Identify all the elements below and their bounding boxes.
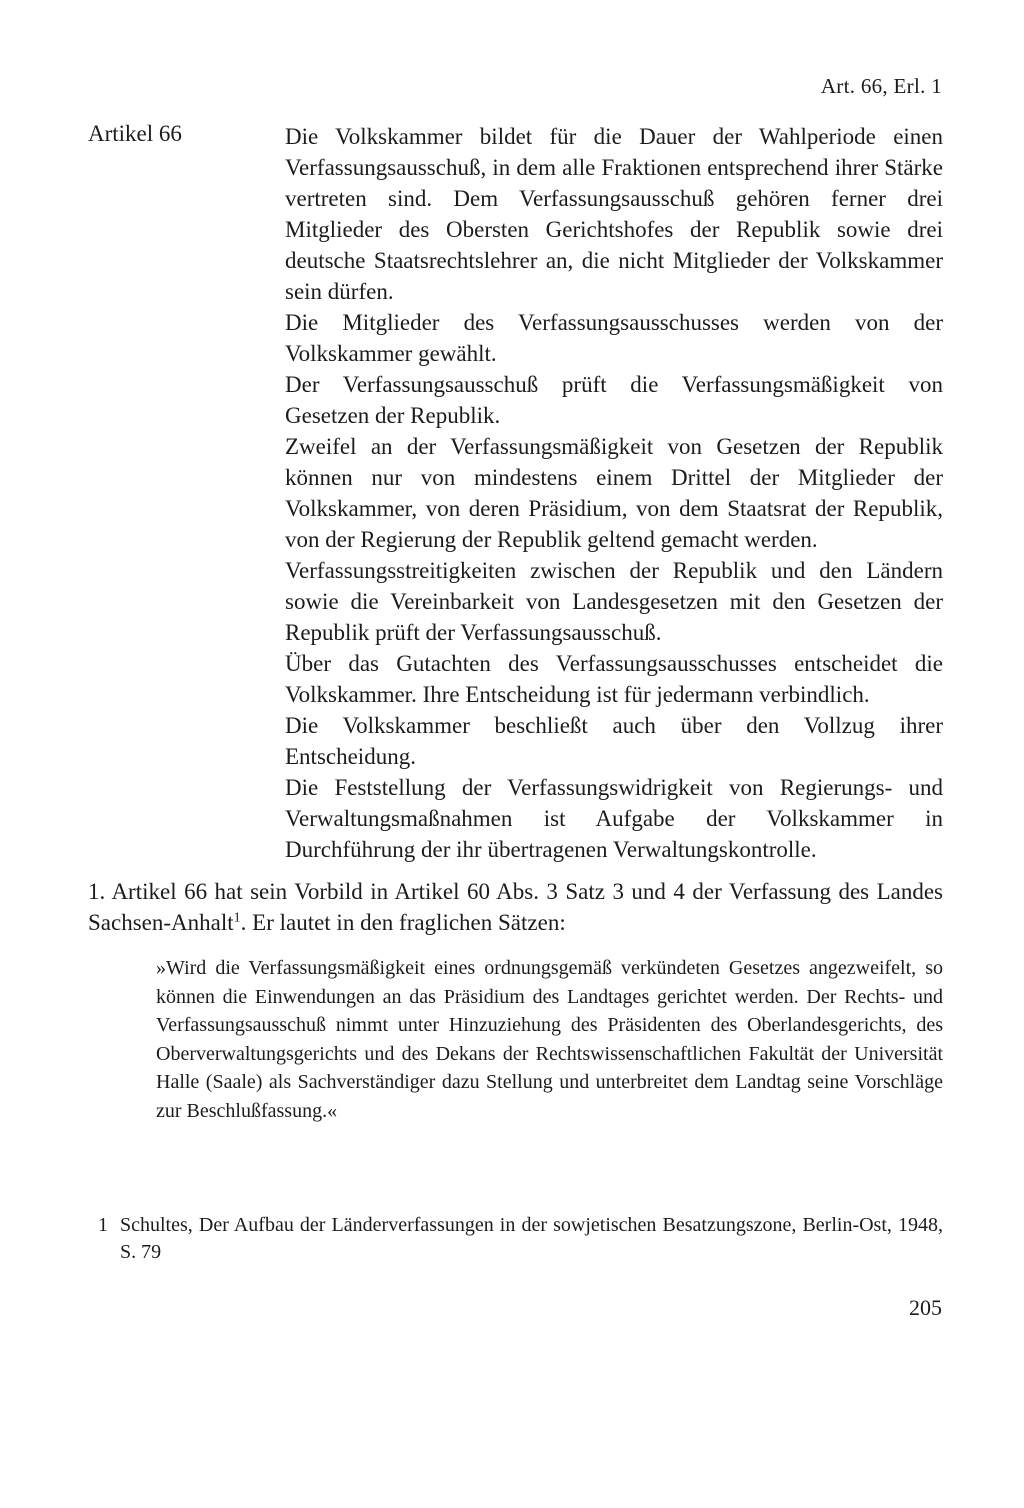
commentary-paragraph <box>88 876 943 938</box>
block-quote <box>156 954 943 1125</box>
article-paragraph: Die Volkskammer bildet für die Dauer der Wahlperiode einen Verfassungsausschuß, in dem alle Fraktionen entsprechend ihrer Stärke vertreten sind. Dem Verfassungsausschuß gehören ferner drei Mitglieder des Obersten Gerichtshofes der Republik sowie drei deutsche Staatsrechtslehrer an, die nicht Mitglieder der Volkskammer sein dürfen. <box>285 124 943 304</box>
quote-text: »Wird die Verfassungsmäßigkeit eines ordnungsgemäß verkündeten Gesetzes angezweifelt, so können die Einwendungen an das Präsidium des Landtages gerichtet werden. Der Rechts- und Verfassungsausschuß nimmt unter Hinzuziehung des Präsidenten des Oberlandesgerichts, des Oberverwaltungsgerichts und des Dekans der Rechtswissenschaftlichen Fakultät der Universität Halle (Saale) als Sachverständiger dazu Stellung und unterbreitet dem Landtag seine Vorschläge zur Beschlußfassung.« <box>156 957 943 1122</box>
commentary-text-continued: . Er lautet in den fraglichen Sätzen: <box>240 910 566 935</box>
footnote-text: Schultes, Der Aufbau der Länderverfassungen in der sowjetischen Besatzungszone, Berlin-Ost, 1948, S. 79 <box>120 1214 943 1263</box>
running-head: Art. 66, Erl. 1 <box>820 74 942 98</box>
commentary-text: 1. Artikel 66 hat sein Vorbild in Artikel 60 Abs. 3 Satz 3 und 4 der Verfassung des Landes Sachsen-Anhalt <box>88 879 943 935</box>
footnote-number: 1 <box>98 1214 108 1236</box>
article-paragraph: Der Verfassungsausschuß prüft die Verfassungsmäßigkeit von Gesetzen der Republik. <box>285 372 943 428</box>
article-paragraph: Verfassungsstreitigkeiten zwischen der Republik und den Ländern sowie die Vereinbarkeit von Landesgesetzen mit den Gesetzen der Republik prüft der Verfassungsausschuß. <box>285 558 943 645</box>
article-paragraph: Die Mitglieder des Verfassungsausschusses werden von der Volkskammer gewählt. <box>285 310 943 366</box>
article-body <box>285 121 943 865</box>
page-number: 205 <box>909 1295 942 1320</box>
footnote <box>98 1212 943 1266</box>
article-paragraph: Die Volkskammer beschließt auch über den Vollzug ihrer Entscheidung. <box>285 713 943 769</box>
article-label: Artikel 66 <box>88 121 182 146</box>
footnote-reference[interactable]: 1 <box>233 910 241 926</box>
article-paragraph: Die Feststellung der Verfassungswidrigkeit von Regierungs- und Verwaltungsmaßnahmen ist Aufgabe der Volkskammer in Durchführung der ihr übertragenen Verwaltungskontrolle. <box>285 775 943 862</box>
commentary-note <box>88 876 943 938</box>
article-paragraph: Über das Gutachten des Verfassungsausschusses entscheidet die Volkskammer. Ihre Entscheidung ist für jedermann verbindlich. <box>285 651 943 707</box>
article-paragraph: Zweifel an der Verfassungsmäßigkeit von Gesetzen der Republik können nur von mindestens einem Drittel der Mitglieder der Volkskammer, von deren Präsidium, von dem Staatsrat der Republik, von der Regierung der Republik geltend gemacht werden. <box>285 434 943 552</box>
